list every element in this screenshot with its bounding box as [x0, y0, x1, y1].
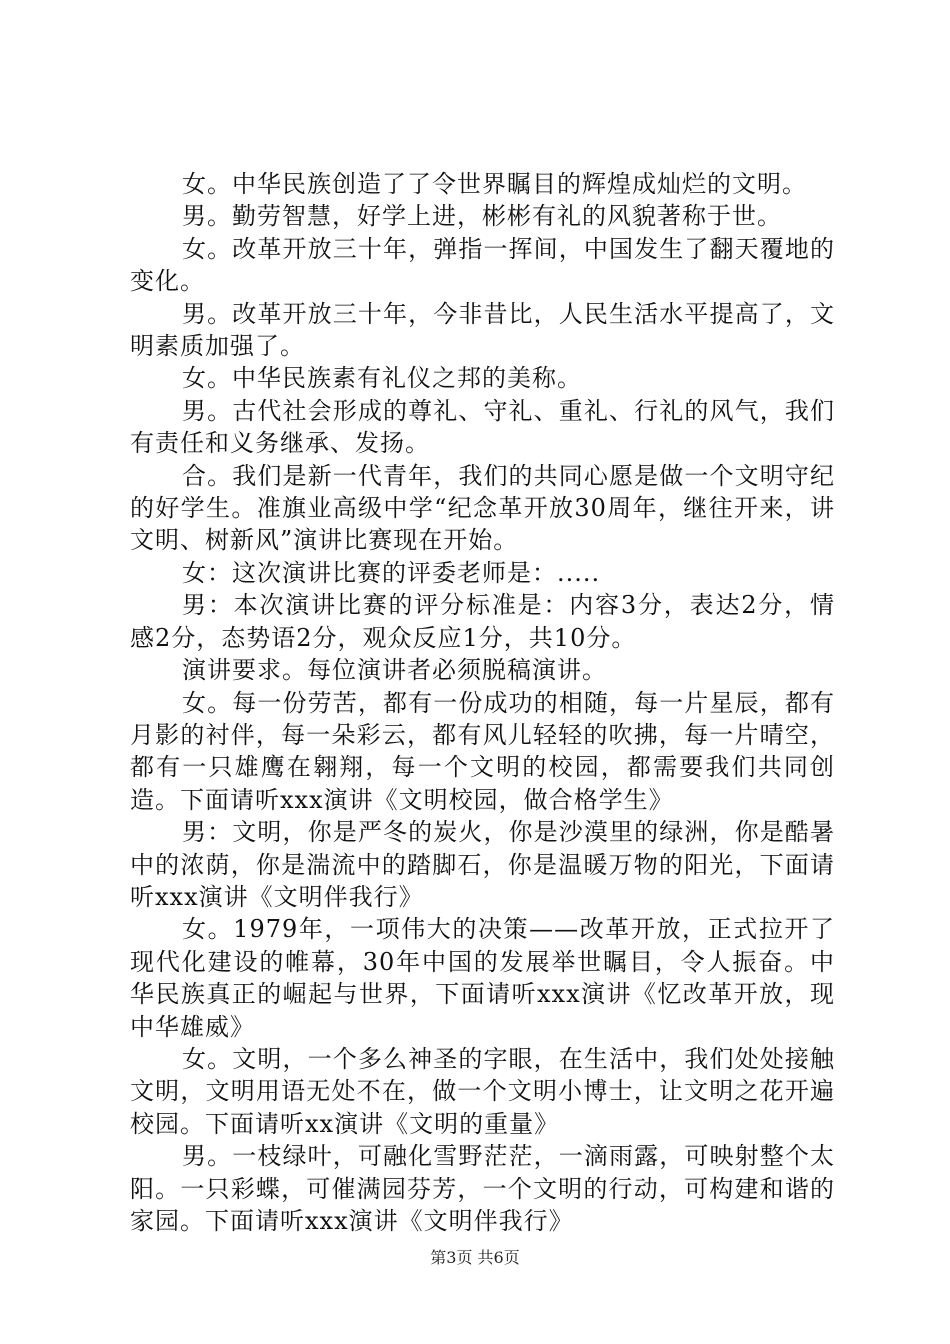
paragraph: 女。文明，一个多么神圣的字眼，在生活中，我们处处接触文明，文明用语无处不在，做一个文明小博士，让文明之花开遍校园。下面请听xx演讲《文明的重量》	[130, 1044, 835, 1138]
paragraph: 女：这次演讲比赛的评委老师是：.....	[182, 558, 601, 587]
paragraph: 女。1979年，一项伟大的决策——改革开放，正式拉开了现代化建设的帷幕，30年中国的发展举世瞩目，令人振奋。中华民族真正的崛起与世界，下面请听xxx演讲《忆改革开放，现中华雄威》	[130, 915, 835, 1041]
paragraph: 男。一枝绿叶，可融化雪野茫茫，一滴雨露，可映射整个太阳。一只彩蝶，可催满园芬芳，一个文明的行动，可构建和谐的家园。下面请听xxx演讲《文明伴我行》	[130, 1142, 835, 1235]
paragraph: 女。中华民族素有礼仪之邦的美称。	[182, 364, 582, 393]
paragraph: 女。中华民族创造了了令世界瞩目的辉煌成灿烂的文明。	[182, 170, 807, 198]
paragraph: 男：本次演讲比赛的评分标准是：内容3分，表达2分，情感2分，态势语2分，观众反应1分，共10分。	[130, 591, 835, 652]
paragraph: 男：文明，你是严冬的炭火，你是沙漠里的绿洲，你是酷暑中的浓荫，你是湍流中的踏脚石，你是温暖万物的阳光，下面请听xxx演讲《文明伴我行》	[130, 818, 835, 911]
paragraph: 女。改革开放三十年，弹指一挥间，中国发生了翻天覆地的变化。	[130, 234, 835, 296]
paragraph: 男。改革开放三十年，今非昔比，人民生活水平提高了，文明素质加强了。	[130, 299, 835, 361]
paragraph: 女。每一份劳苦，都有一份成功的相随，每一片星辰，都有月影的衬伴，每一朵彩云，都有风儿轻轻的吹拂，每一片晴空，都有一只雄鹰在翱翔，每一个文明的校园，都需要我们共同创造。下面请听xxx演讲《文明校园，做合格学生》	[130, 688, 835, 814]
paragraph: 男。古代社会形成的尊礼、守礼、重礼、行礼的风气，我们有责任和义务继承、发扬。	[130, 396, 835, 458]
paragraph: 男。勤劳智慧，好学上进，彬彬有礼的风貌著称于世。	[182, 202, 782, 231]
page-number-footer: 第3页 共6页	[430, 1248, 520, 1267]
paragraph: 合。我们是新一代青年，我们的共同心愿是做一个文明守纪的好学生。准旗业高级中学“纪念革开放30周年，继往开来，讲文明、树新风”演讲比赛现在开始。	[130, 461, 835, 555]
paragraph: 演讲要求。每位演讲者必须脱稿演讲。	[182, 656, 607, 685]
document-body	[130, 168, 835, 1237]
